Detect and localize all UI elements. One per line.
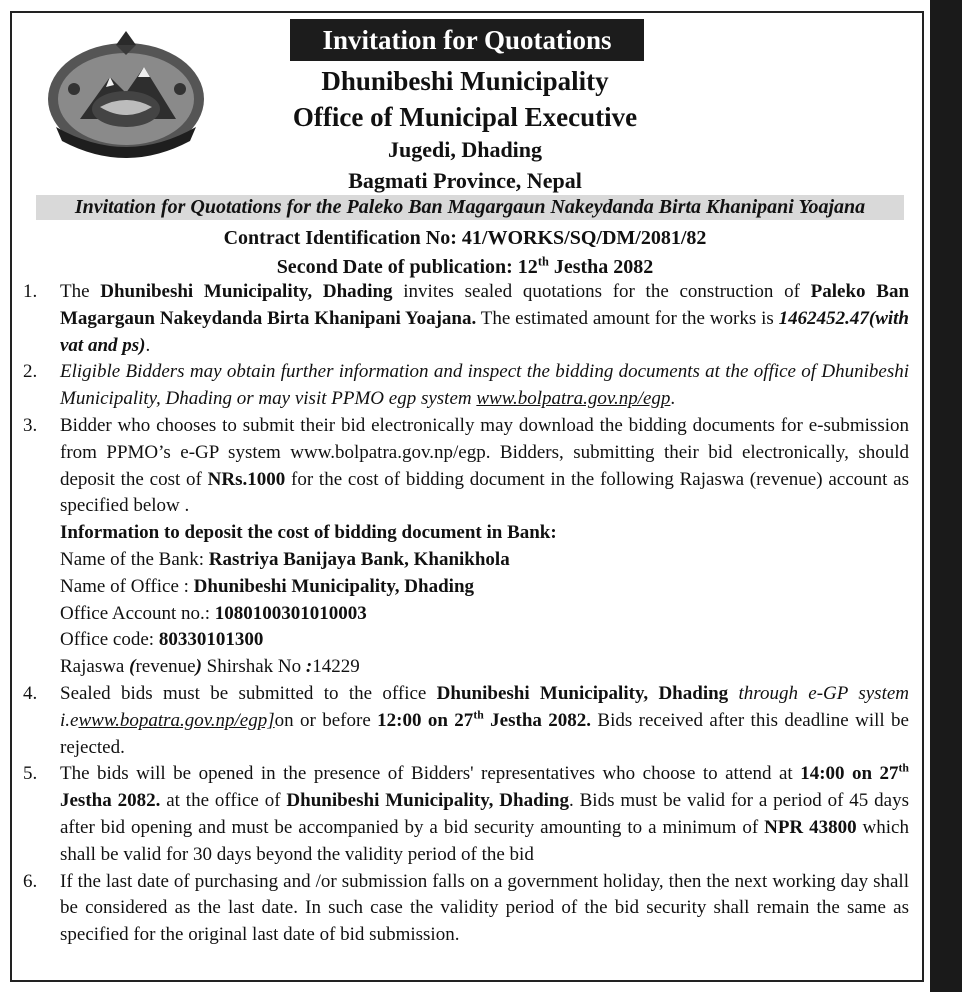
clause-5: 5. The bids will be opened in the presence of Bidders' representatives who choose to attend at 14:00 on 27th Jestha 2082. at the office of Dhunibeshi Municipality, Dhading. Bids must be valid for a period of 45 days after bid opening and must be accompanied by a bid security amounting to a minimum of NPR 43800 which shall be valid for 30 days beyond the validity period of the bid [23, 762, 909, 865]
clause-number: 6. [23, 870, 38, 892]
header-location: Jugedi, Dhading [387, 137, 543, 162]
publication-date: Second Date of publication: 12th Jestha 2082 [276, 254, 654, 278]
clause-4: 4. Sealed bids must be submitted to the office Dhunibeshi Municipality, Dhading through e-GP system i.ewww.bopatra.gov.np/egp]on or before 12:00 on 27th Jestha 2082. Bids received after this deadline will be rejected. [23, 682, 910, 758]
bank-name: Name of the Bank: Rastriya Banijaya Bank, Khanikhola [60, 548, 510, 570]
header-municipality: Dhunibeshi Municipality [321, 66, 609, 96]
office-account: Office Account no.: 1080100301010003 [60, 602, 367, 624]
clause-6: 6. If the last date of purchasing and /or submission falls on a government holiday, then the next working day shall be considered as the last date. In such case the validity period of the bid security shall remain the same as specified for the original last date of bid submission. [23, 870, 909, 946]
clause-3: 3. Bidder who chooses to submit their bid electronically may download the bidding documents for e-submission from PPMO’s e-GP system www.bolpatra.gov.np/egp. Bidders, submitting their bid electronically, should deposit the cost of NRs.1000 for the cost of bidding document in the following Rajaswa (revenue) account as specified below . Information to deposit the cost of bidding document in Bank: Name of the Bank: Rastriya Banijaya Bank, Khanikhola Name of Office : Dhunibeshi Municipality, Dhading Office Account no.: 1080100301010003 Office code: 80330101300 Rajaswa (revenue) Shirshak No :14229 [0, 413, 930, 681]
office-name: Name of Office : Dhunibeshi Municipality, Dhading [60, 575, 475, 597]
egp-link[interactable]: www.bolpatra.gov.np/egp [476, 388, 671, 410]
clause-2: 2. Eligible Bidders may obtain further information and inspect the bidding documents at the office of Dhunibeshi Municipality, Dhading or may visit PPMO egp system www.bolpatra.gov.np/egp. [23, 361, 909, 410]
clause-1: 1. The Dhunibeshi Municipality, Dhading invites sealed quotations for the construction of Paleko Ban Magargaun Nakeydanda Birta Khanipani Yoajana. The estimated amount for the works is 1462452.47(with vat and ps). [23, 281, 910, 356]
notice-title: Invitation for Quotations [290, 19, 644, 61]
side-bar [930, 0, 962, 992]
header-office: Office of Municipal Executive [292, 102, 638, 132]
header-province: Bagmati Province, Nepal [348, 168, 582, 193]
clause-number: 5. [23, 763, 38, 785]
bank-heading: Information to deposit the cost of bidding document in Bank: [60, 522, 557, 544]
rajaswa-shirshak: Rajaswa (revenue) Shirshak No :14229 [60, 656, 360, 678]
clause-number: 3. [23, 414, 38, 436]
office-code: Office code: 80330101300 [60, 629, 264, 651]
contract-id: Contract Identification No: 41/WORKS/SQ/DM/2081/82 [223, 227, 707, 249]
clause-number: 1. [23, 281, 38, 302]
project-subtitle: Invitation for Quotations for the Paleko Ban Magargaun Nakeydanda Birta Khanipani Yoajana [36, 195, 904, 220]
clauses-list [0, 279, 930, 949]
clause-number: 4. [23, 682, 38, 704]
egp-link[interactable]: www.bopatra.gov.np/egp] [78, 709, 275, 731]
clause-number: 2. [23, 361, 38, 383]
